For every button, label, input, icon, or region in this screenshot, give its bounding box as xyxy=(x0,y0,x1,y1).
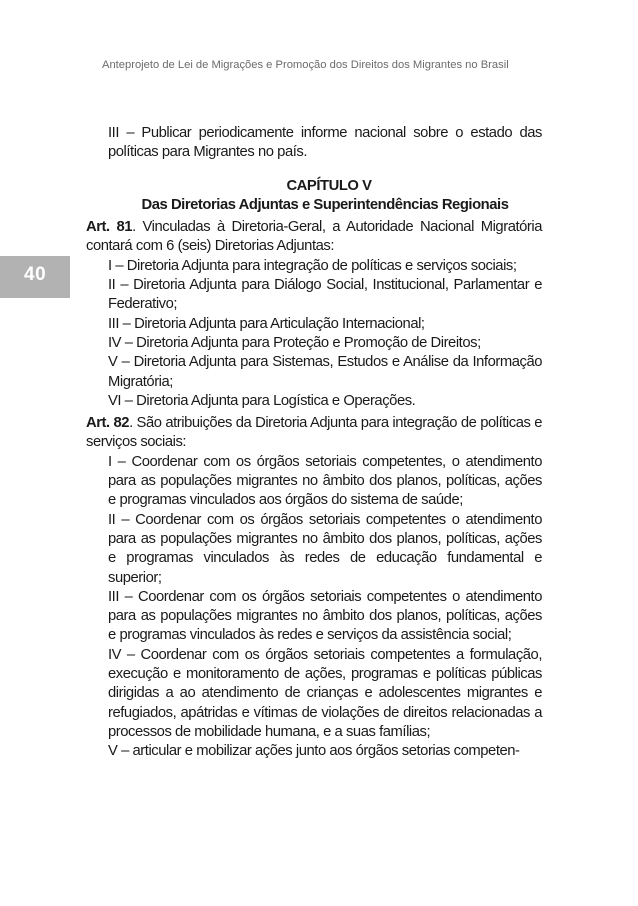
list-item: V – Diretoria Adjunta para Sistemas, Estudos e Análise da Informação Migratória; xyxy=(108,354,542,390)
list-item: II – Coordenar com os órgãos setoriais competentes o atendimento para as populações migrantes no âmbito dos planos, políticas, ações e programas vinculados às redes de educação fundamental e superior; xyxy=(108,511,542,586)
list-item: III – Diretoria Adjunta para Articulação Internacional; xyxy=(108,315,425,332)
list-item: IV – Coordenar com os órgãos setoriais competentes a formulação, execução e monitoramento de ações, programas e políticas públicas dirigidas a ao atendimento de crianças e adolescentes migrantes e refugiados, apátridas e vítimas de violações de direitos relacionadas a processos de mobilidade humana, e a suas famílias; xyxy=(108,646,542,740)
chapter-heading: CAPÍTULO V xyxy=(286,177,372,194)
chapter-title: Das Diretorias Adjuntas e Superintendências Regionais xyxy=(141,196,509,213)
list-item: II – Diretoria Adjunta para Diálogo Social, Institucional, Parlamentar e Federativo; xyxy=(108,277,542,313)
article-text: . São atribuições da Diretoria Adjunta para integração de políticas e serviços sociais: xyxy=(86,415,543,451)
list-item: IV – Diretoria Adjunta para Proteção e Promoção de Direitos; xyxy=(108,334,481,351)
list-item: V – articular e mobilizar ações junto aos órgãos setorias competen- xyxy=(108,743,520,760)
document-body xyxy=(86,124,542,762)
page-number-tab xyxy=(0,256,70,298)
list-item: I – Coordenar com os órgãos setoriais competentes, o atendimento para as populações migrantes no âmbito dos planos, políticas, ações e programas vinculados aos órgãos do sistema de saúde; xyxy=(108,453,542,509)
opening-item: III – Publicar periodicamente informe nacional sobre o estado das políticas para Migrantes no país. xyxy=(108,125,542,161)
article-82 xyxy=(86,414,542,453)
running-header: Anteprojeto de Lei de Migrações e Promoção dos Direitos dos Migrantes no Brasil xyxy=(102,59,509,71)
page-number: 40 xyxy=(24,264,47,285)
list-item: III – Coordenar com os órgãos setoriais competentes o atendimento para as populações migrantes no âmbito dos planos, políticas, ações e programas vinculados às redes e serviços da assistência social; xyxy=(108,588,542,644)
article-label: Art. 81 xyxy=(86,219,133,236)
list-item: VI – Diretoria Adjunta para Logística e Operações. xyxy=(108,392,416,409)
article-81 xyxy=(86,218,542,257)
list-item: I – Diretoria Adjunta para integração de políticas e serviços sociais; xyxy=(108,257,517,274)
article-label: Art. 82 xyxy=(86,415,130,432)
article-text: . Vinculadas à Diretoria-Geral, a Autoridade Nacional Migratória contará com 6 (seis) Diretorias Adjuntas: xyxy=(86,219,543,255)
